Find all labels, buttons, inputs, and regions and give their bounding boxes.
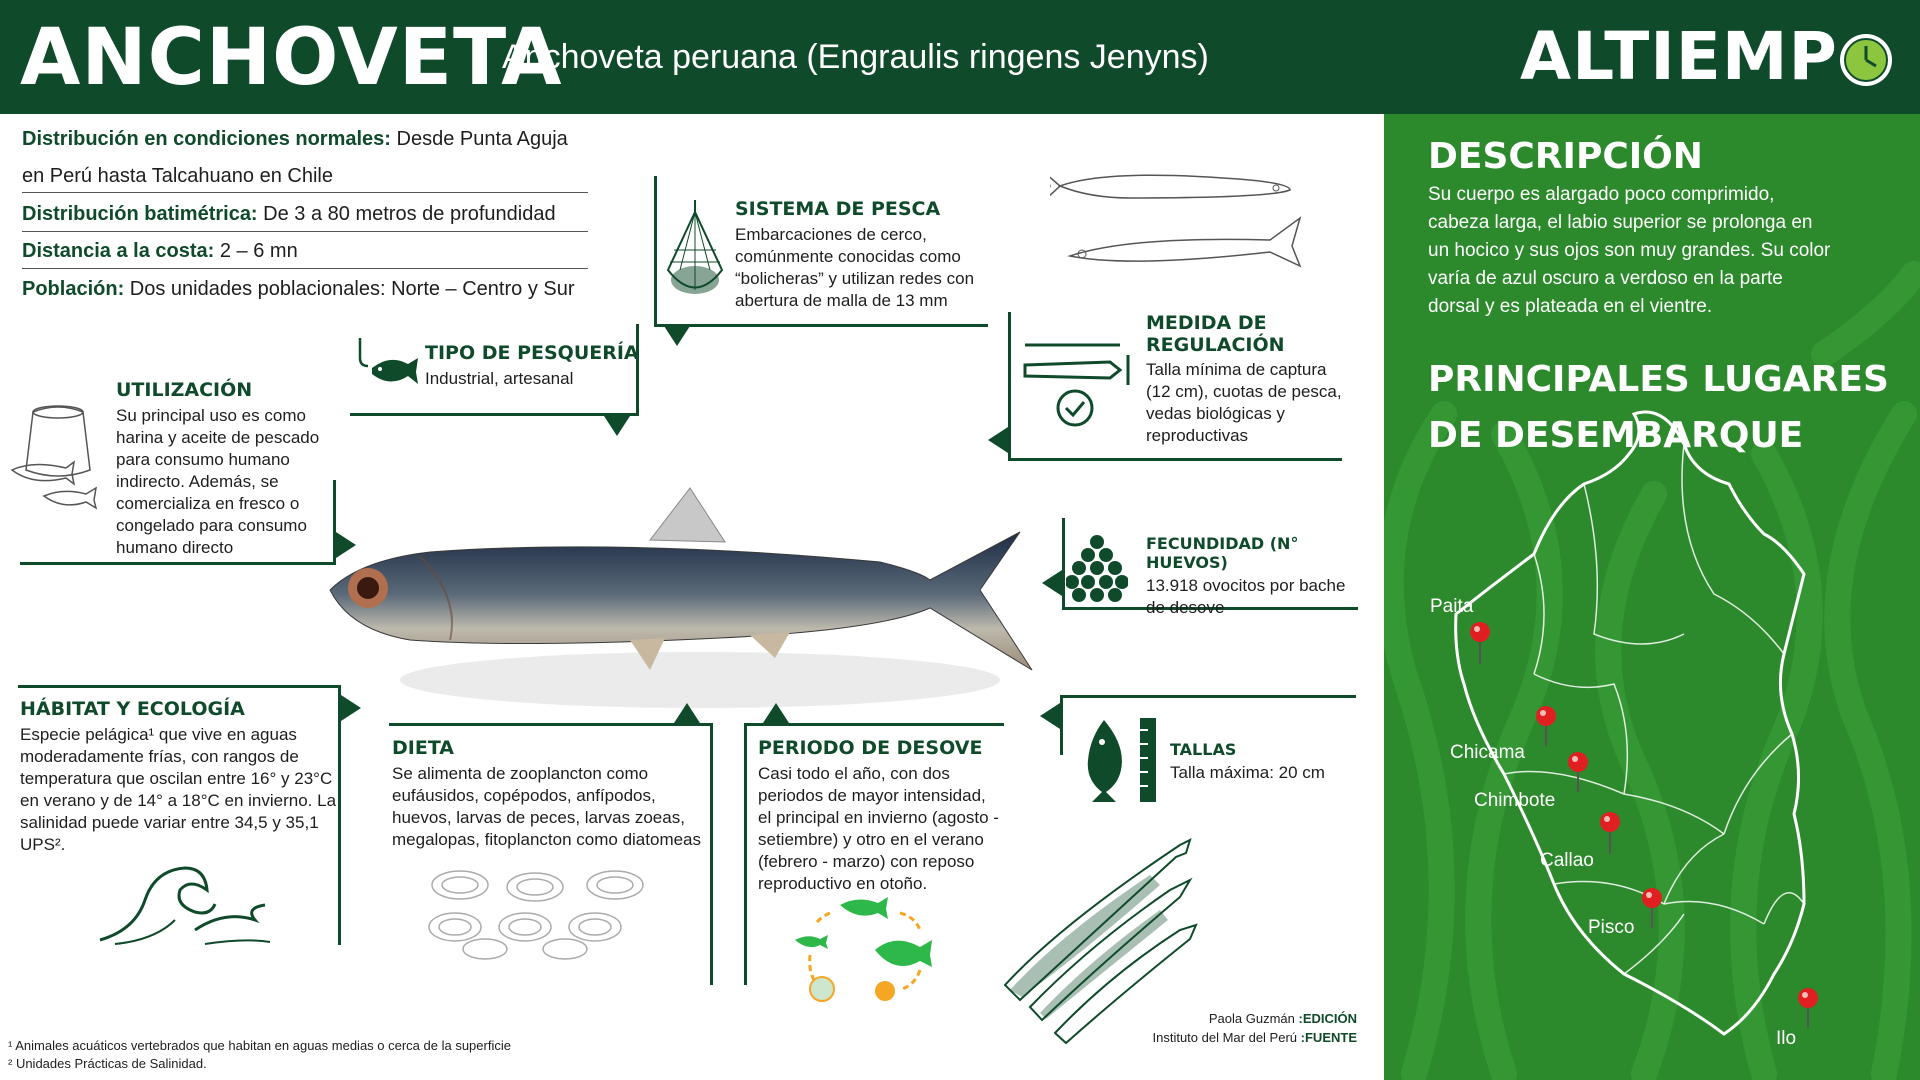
lugares-heading: PRINCIPALES LUGARES DE DESEMBARQUE — [1428, 359, 1889, 456]
anchovy-sketch-icon — [1050, 158, 1310, 278]
city-paita: Paita — [1430, 596, 1474, 617]
fact-distribucion: Distribución en condiciones normales: Desde Punta Aguja — [22, 128, 568, 150]
right-panel — [1384, 114, 1920, 1080]
pin-icon — [1642, 888, 1662, 928]
fish-ruler-icon — [1076, 716, 1161, 804]
fishing-net-icon — [660, 200, 730, 305]
flour-sack-icon — [8, 400, 108, 515]
medida-regulacion-section: MEDIDA DE REGULACIÓN Talla mínima de captura (12 cm), cuotas de pesca, vedas biológicas y reproductivas — [1146, 312, 1342, 445]
pin-icon — [1536, 706, 1556, 746]
fecundidad-section: FECUNDIDAD (N° HUEVOS) 13.918 ovocitos por bache de desove — [1146, 534, 1346, 617]
credit-source: Instituto del Mar del Perú :FUENTE — [1152, 1030, 1357, 1045]
life-cycle-icon — [790, 895, 940, 1010]
fact-batimetrica: Distribución batimétrica: De 3 a 80 metros de profundidad — [22, 203, 556, 225]
pin-icon — [1568, 752, 1588, 792]
fact-distribucion-cont: en Perú hasta Talcahuano en Chile — [22, 165, 333, 187]
brand-logo: ALTIEMP — [1520, 18, 1838, 95]
sistema-pesca-section: SISTEMA DE PESCA Embarcaciones de cerco, comúnmente conocidas como “bolicheras” y utilizan redes con abertura de malla de 13 mm — [735, 198, 975, 310]
zooplankton-icon — [425, 865, 675, 960]
credit-edition: Paola Guzmán :EDICIÓN — [1208, 1011, 1357, 1026]
divider — [22, 192, 588, 193]
page-title: ANCHOVETA — [20, 13, 563, 103]
city-chimbote: Chimbote — [1474, 790, 1556, 811]
pin-icon — [1798, 988, 1818, 1028]
city-ilo: Ilo — [1776, 1028, 1797, 1049]
anchovies-drawing-icon — [1000, 835, 1200, 1045]
eggs-icon — [1066, 532, 1128, 604]
page-subtitle: Anchoveta peruana (Engraulis ringens Jenyns) — [502, 38, 1209, 76]
fact-distancia: Distancia a la costa: 2 – 6 mn — [22, 240, 298, 262]
tallas-section: TALLAS Talla máxima: 20 cm — [1170, 740, 1325, 782]
tipo-pesqueria-section: TIPO DE PESQUERÍA Industrial, artesanal — [425, 342, 639, 388]
habitat-section: HÁBITAT Y ECOLOGÍA Especie pelágica¹ que vive en aguas moderadamente frías, con rangos de temperatura que oscilan entre 16° y 23°C en verano y de 14° a 18°C en invierno. La salinidad puede variar entre 34,5 y 35,1 UPS². — [20, 698, 337, 854]
pin-icon — [1600, 812, 1620, 854]
footnote-1: ¹ Animales acuáticos vertebrados que habitan en aguas medias o cerca de la superficie — [8, 1038, 511, 1053]
desove-section: PERIODO DE DESOVE Casi todo el año, con dos periodos de mayor intensidad, el principal en invierno (agosto - setiembre) y otro en el verano (febrero - marzo) con reposo reproductivo en otoño. — [758, 737, 999, 893]
city-pisco: Pisco — [1588, 917, 1635, 938]
divider — [22, 268, 588, 269]
city-chicama: Chicama — [1450, 742, 1525, 763]
anchoveta-photo — [320, 480, 1040, 730]
dieta-section: DIETA Se alimenta de zooplancton como eufáusidos, copépodos, anfípodos, huevos, larvas de peces, larvas zoeas, megalopas, fitoplancton como diatomeas — [392, 737, 702, 849]
clock-icon — [1838, 32, 1894, 88]
city-callao: Callao — [1540, 850, 1594, 871]
utilizacion-section: UTILIZACIÓN Su principal uso es como harina y aceite de pescado para consumo humano indirecto. Además, se comercializa en fresco o congelado para consumo humano directo — [116, 379, 320, 557]
pin-icon — [1470, 622, 1490, 664]
divider — [22, 231, 588, 232]
fact-poblacion: Población: Dos unidades poblacionales: Norte – Centro y Sur — [22, 278, 575, 300]
footnote-2: ² Unidades Prácticas de Salinidad. — [8, 1056, 207, 1071]
hook-fish-icon — [350, 336, 420, 391]
measure-fish-icon — [1020, 340, 1135, 430]
descripcion-section: DESCRIPCIÓN Su cuerpo es alargado poco comprimido, cabeza larga, el labio superior se prolonga en un hocico y sus ojos son muy grandes. Su color varía de azul oscuro a verdoso en la parte dorsal y es plateada en el vientre. — [1428, 136, 1831, 317]
wave-icon — [95, 860, 275, 950]
